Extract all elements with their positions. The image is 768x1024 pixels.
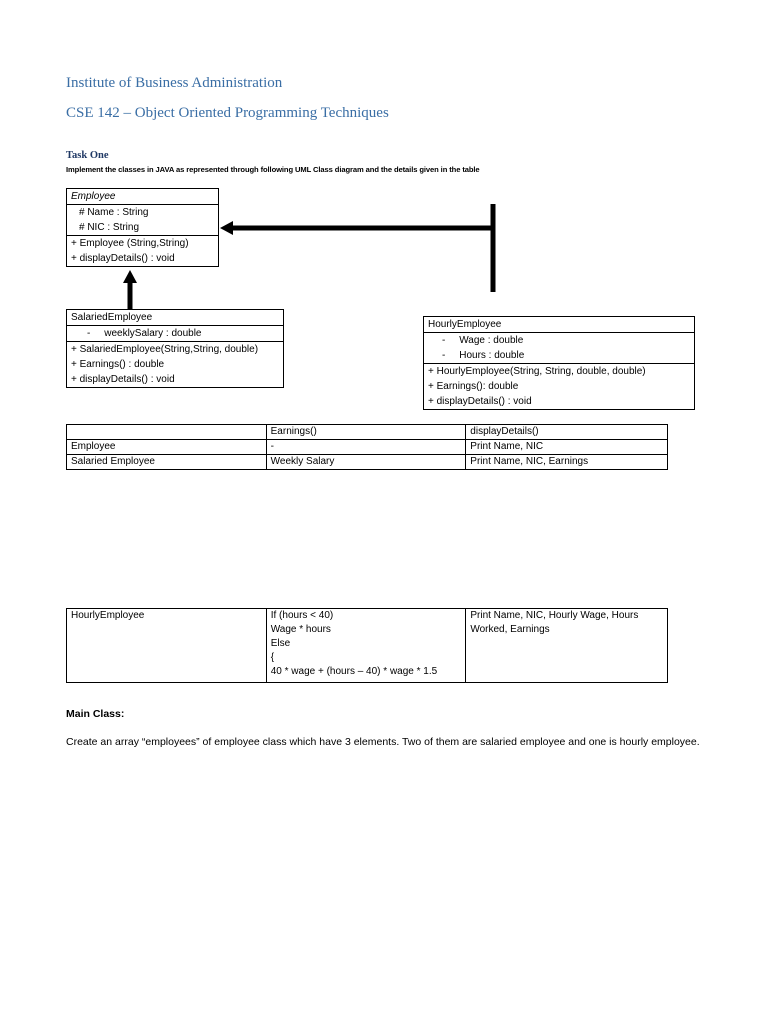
salaried-method-display: + displayDetails() : void xyxy=(71,374,175,385)
hourly-class-name: HourlyEmployee xyxy=(428,319,502,330)
course-title: CSE 142 – Object Oriented Programming Techniques xyxy=(66,105,389,121)
hourly-arrowhead xyxy=(220,221,233,235)
employee-attr-nic: # NIC : String xyxy=(79,222,140,233)
salaried-method-earnings: + Earnings() : double xyxy=(71,359,165,370)
employee-attr-name: # Name : String xyxy=(79,207,149,218)
table-row xyxy=(67,440,668,455)
uml-salaried-class xyxy=(66,309,284,388)
formula-line: If (hours < 40) xyxy=(270,610,334,621)
table-cell: Employee xyxy=(67,440,267,455)
table-cell: Print Name, NIC, Hourly Wage, Hours Worked, Earnings xyxy=(466,609,668,683)
earnings-formula-cell xyxy=(266,609,466,683)
uml-employee-class xyxy=(66,188,219,267)
salaried-method-constructor: + SalariedEmployee(String,String, double) xyxy=(71,344,259,355)
employee-class-name: Employee xyxy=(71,191,116,202)
main-class-heading: Main Class: xyxy=(66,708,125,720)
formula-line: Wage * hours xyxy=(270,624,331,635)
table-header-row xyxy=(67,425,668,440)
table-cell: - xyxy=(266,440,466,455)
salaried-class-name: SalariedEmployee xyxy=(71,312,153,323)
hourly-details-table xyxy=(66,608,668,683)
table-header-cell: displayDetails() xyxy=(466,425,668,440)
table-cell: Print Name, NIC xyxy=(466,440,668,455)
details-table xyxy=(66,424,668,470)
salaried-attr-weekly: - weeklySalary : double xyxy=(87,328,202,339)
task-title: Task One xyxy=(66,150,109,161)
table-cell: Weekly Salary xyxy=(266,455,466,470)
table-row xyxy=(67,609,668,683)
table-header-cell xyxy=(67,425,267,440)
main-class-description: Create an array “employees” of employee class which have 3 elements. Two of them are salaried employee and one is hourly employee. xyxy=(66,736,700,748)
table-cell: HourlyEmployee xyxy=(67,609,267,683)
hourly-method-constructor: + HourlyEmployee(String, String, double, double) xyxy=(428,366,646,377)
hourly-method-earnings: + Earnings(): double xyxy=(428,381,519,392)
table-row xyxy=(67,455,668,470)
formula-line: Else xyxy=(270,638,291,649)
task-instruction: Implement the classes in JAVA as represented through following UML Class diagram and the details given in the table xyxy=(66,165,480,174)
hourly-attr-wage: - Wage : double xyxy=(442,335,524,346)
formula-line: { xyxy=(270,652,275,663)
table-cell: Salaried Employee xyxy=(67,455,267,470)
formula-line: 40 * wage + (hours – 40) * wage * 1.5 xyxy=(270,666,438,677)
uml-hourly-class xyxy=(423,316,695,410)
table-cell: Print Name, NIC, Earnings xyxy=(466,455,668,470)
hourly-attr-hours: - Hours : double xyxy=(442,350,525,361)
employee-method-constructor: + Employee (String,String) xyxy=(71,238,189,249)
hourly-method-display: + displayDetails() : void xyxy=(428,396,532,407)
table-header-cell: Earnings() xyxy=(266,425,466,440)
employee-method-display: + displayDetails() : void xyxy=(71,253,175,264)
institute-title: Institute of Business Administration xyxy=(66,75,283,91)
salaried-arrowhead xyxy=(123,270,137,283)
